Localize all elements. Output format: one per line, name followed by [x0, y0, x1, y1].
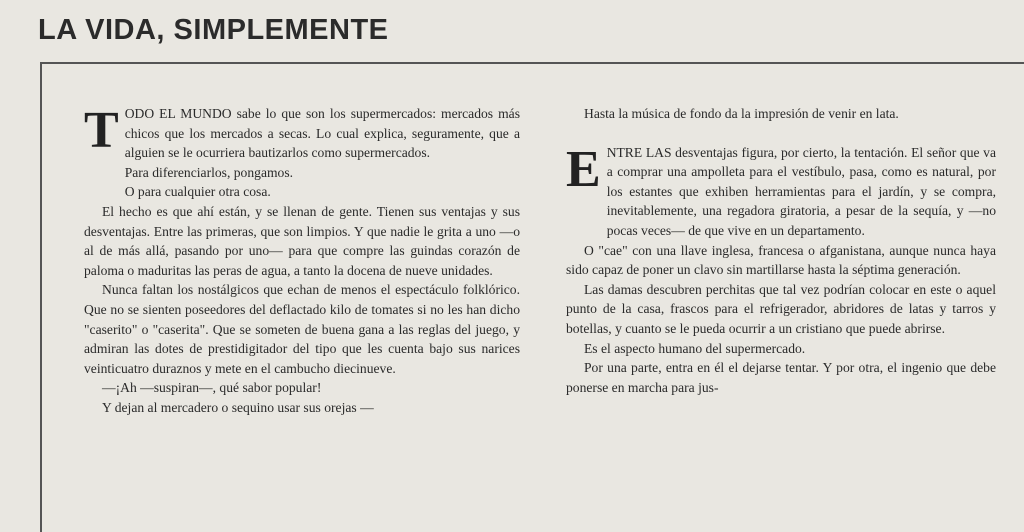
- paragraph: —¡Ah —suspiran—, qué sabor popular!: [102, 380, 322, 396]
- opening-paragraph-text: ODO EL MUNDO sabe lo que son los supermercados: mercados más chicos que los mercados a secas. Lo cual explica, seguramente, que a alguien se le ocurriera bautizarlos como supermercados.: [124, 106, 520, 161]
- paragraph: El hecho es que ahí están, y se llenan de gente. Tienen sus ventajas y sus desventajas. Entre las primeras, que son limpios. Y que nadie le grita a uno —o al de más allá, pasando por uno— para que compre las guindas corazón de paloma o maduritas las peras de agua, a tanto la docena de nueve unidades.: [84, 203, 520, 278]
- paragraph: Es el aspecto humano del supermercado.: [584, 340, 806, 356]
- opening-paragraph: [84, 104, 520, 163]
- paragraph: Por una parte, entra en él el dejarse tentar. Y por otra, el ingenio que debe ponerse en marcha para jus-: [566, 360, 996, 395]
- paragraph: Las damas descubren perchitas que tal vez podrían colocar en este o aquel punto de la casa, frascos para el refrigerador, abridores de latas y tarros y botellas, y cuanto se le pueda ocurrir a un cristiano que puede abrirse.: [566, 281, 996, 336]
- section-opening-text: NTRE LAS desventajas figura, por cierto, la tentación. El señor que va a comprar una ampolleta para el vestíbulo, pasa, como es natural, por los estantes que exhiben herramientas para el jardín, y se compra, inevitablemente, una regadora giratoria, a pesar de la sequía, y —no pocas veces— de que vive en un departamento.: [606, 144, 996, 238]
- section-opening-paragraph: [566, 140, 996, 241]
- article-right-column: [566, 104, 996, 397]
- paragraph: Nunca faltan los nostálgicos que echan de menos el espectáculo folklórico. Que no se sienten poseedores del deflactado kilo de tomates si no les han dicho "caserito" o "caserita". Que se someten de buena gana a las reglas del juego, y admiran las dotes de prestidigitador del tipo que les cuenta bajo sus narices veinticuatro duraznos y mete en el cambucho diecinueve.: [84, 282, 520, 376]
- paragraph: O "cae" con una llave inglesa, francesa o afganistana, aunque nunca haya sido capaz de poner un clavo sin martillarse hasta la séptima generación.: [566, 242, 996, 278]
- article-headline: LA VIDA, SIMPLEMENTE: [38, 14, 389, 46]
- paragraph: Hasta la música de fondo da la impresión de venir en lata.: [584, 106, 899, 121]
- drop-cap-letter: E: [566, 140, 601, 198]
- paragraph: Y dejan al mercadero o sequino usar sus orejas —: [102, 399, 374, 415]
- drop-cap-letter: T: [84, 102, 119, 159]
- paragraph: O para cualquier otra cosa.: [124, 184, 271, 200]
- paragraph: Para diferenciarlos, pongamos.: [124, 164, 294, 180]
- article-left-column: [84, 104, 520, 418]
